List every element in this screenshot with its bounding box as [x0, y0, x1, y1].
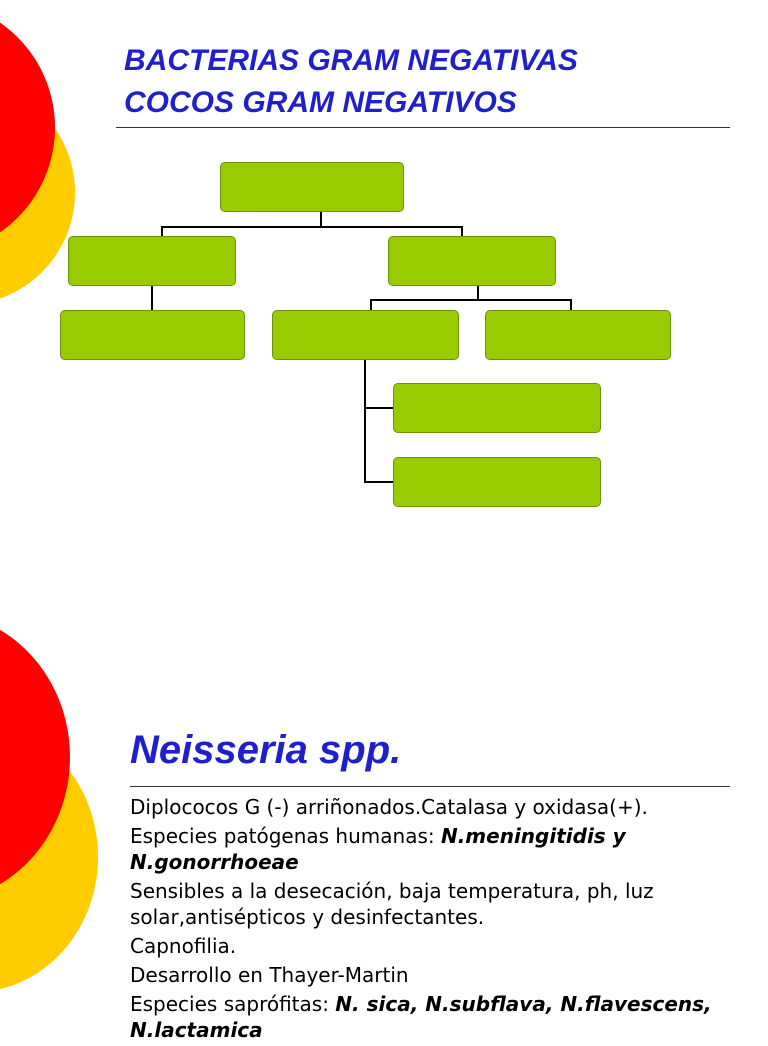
- connector: [570, 299, 572, 310]
- connector: [320, 211, 322, 227]
- connector: [151, 285, 153, 310]
- connector: [161, 226, 463, 228]
- list-item: Capnofilia.: [130, 934, 237, 958]
- list-item-text: Especies patógenas humanas:: [130, 824, 441, 848]
- bullet-list: [130, 794, 740, 1046]
- title-divider: [116, 127, 730, 128]
- connector: [370, 299, 572, 301]
- org-chart-node-level3-middle: [272, 310, 459, 360]
- org-chart-node-level4-b: [393, 457, 601, 507]
- org-chart-node-level4-a: [393, 383, 601, 433]
- species-names: N. sica, N.subflava, N.flavescens, N.lactamica: [130, 992, 712, 1042]
- connector: [477, 285, 479, 300]
- list-item-text: Especies saprófitas:: [130, 992, 336, 1016]
- slide-1: [0, 0, 768, 512]
- connector: [161, 226, 163, 236]
- title-line-2: COCOS GRAM NEGATIVOS: [124, 86, 517, 119]
- org-chart-node-level2-left: [68, 236, 236, 286]
- list-item: Diplococos G (-) arriñonados.Catalasa y oxidasa(+).: [130, 795, 648, 819]
- slide-1-title: [124, 40, 578, 124]
- title-line-1: BACTERIAS GRAM NEGATIVAS: [124, 44, 578, 77]
- species-names: N.meningitidis y N.gonorrhoeae: [130, 824, 626, 874]
- connector: [364, 359, 366, 482]
- connector: [364, 481, 394, 483]
- org-chart-node-level2-right: [388, 236, 556, 286]
- list-item: [130, 991, 740, 1043]
- connector: [461, 226, 463, 236]
- org-chart-node-level3-left: [60, 310, 245, 360]
- slide-2-title: Neisseria spp.: [130, 728, 402, 772]
- connector: [364, 407, 394, 409]
- connector: [370, 299, 372, 310]
- title-divider: [130, 786, 730, 787]
- list-item: Desarrollo en Thayer-Martin: [130, 963, 409, 987]
- slide-2: [0, 512, 768, 1042]
- list-item: [130, 823, 740, 875]
- org-chart-node-level3-right: [485, 310, 671, 360]
- list-item: Sensibles a la desecación, baja temperatura, ph, luz solar,antisépticos y desinfectantes.: [130, 879, 654, 929]
- org-chart-node-root: [220, 162, 404, 212]
